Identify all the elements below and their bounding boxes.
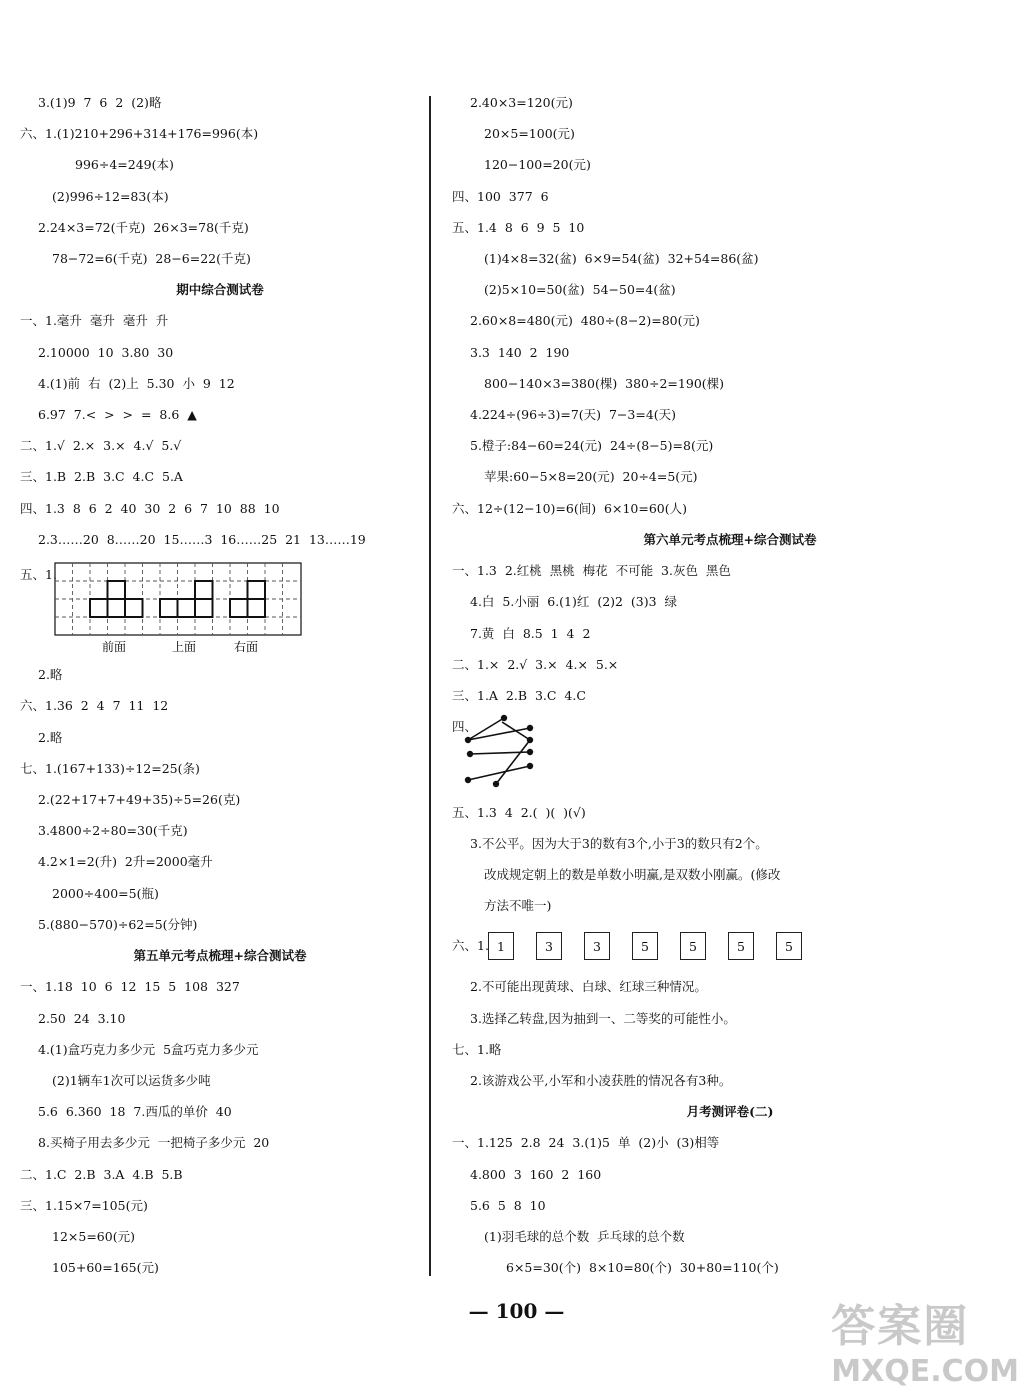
front-view-label: 前面 [101,640,127,654]
connection-dots [465,715,533,787]
text-line: 苹果:60−5×8=20(元) 20÷4=5(元) [484,469,698,484]
matching-lines-figure [462,714,542,790]
text-line: 6.97 7.< > > = 8.6 ▲ [38,407,197,422]
text-line: 七、1.略 [452,1042,502,1057]
text-line: 六、1. [452,938,489,953]
text-line: 三、1.15×7=105(元) [20,1198,148,1213]
text-line: 4.(1)前 右 (2)上 5.30 小 9 12 [38,376,235,391]
right-view-shape [230,581,265,617]
text-line: 三、1.A 2.B 3.C 4.C [452,688,586,703]
text-line: 五、1.4 8 6 9 5 10 [452,220,585,235]
section-heading: 期中综合测试卷 [176,282,264,297]
text-line: 四、 [452,719,478,734]
text-line: (2)996÷12=83(本) [52,189,169,204]
text-line: 120−100=20(元) [484,157,591,172]
text-line: 七、1.(167+133)÷12=25(条) [20,761,200,776]
number-box: 5 [776,932,802,960]
text-line: 六、12÷(12−10)=6(间) 6×10=60(人) [452,501,688,516]
text-line: 7.黄 白 8.5 1 4 2 [470,626,591,641]
text-line: 5.6 6.360 18 7.西瓜的单价 40 [38,1104,232,1119]
text-line: (1)羽毛球的总个数 乒乓球的总个数 [484,1229,685,1244]
text-line: (1)4×8=32(盆) 6×9=54(盆) 32+54=86(盆) [484,251,759,266]
number-box: 5 [728,932,754,960]
text-line: 五、1.3 4 2.( )( )(√) [452,805,586,820]
text-line: 4.2×1=2(升) 2升=2000毫升 [38,854,213,869]
front-view-shape [90,581,143,617]
text-line: 2.该游戏公平,小军和小凌获胜的情况各有3种。 [470,1073,732,1088]
number-box: 3 [536,932,562,960]
text-line: 方法不唯一) [484,898,552,913]
text-line: 5.6 5 8 10 [470,1198,546,1213]
text-line: 996÷4=249(本) [75,157,174,172]
watermark [831,1290,1019,1389]
text-line: 一、1.18 10 6 12 15 5 108 327 [20,979,240,994]
text-line: 6×5=30(个) 8×10=80(个) 30+80=110(个) [506,1260,779,1275]
section-heading: 第五单元考点梳理+综合测试卷 [133,948,307,963]
connecting-lines [468,718,530,784]
text-line: 2.40×3=120(元) [470,95,573,110]
text-line: 3.选择乙转盘,因为抽到一、二等奖的可能性小。 [470,1011,736,1026]
text-line: 改成规定朝上的数是单数小明赢,是双数小刚赢。(修改 [484,867,781,882]
top-view-label: 上面 [171,640,197,654]
number-box: 3 [584,932,610,960]
text-line: 2.50 24 3.10 [38,1011,126,1026]
text-line: 2.略 [38,730,63,745]
text-line: 2.略 [38,667,63,682]
text-line: 2.(22+17+7+49+35)÷5=26(克) [38,792,241,807]
number-box: 5 [680,932,706,960]
text-line: 二、1.C 2.B 3.A 4.B 5.B [20,1167,183,1182]
page-number: — 100 — [468,1299,565,1323]
text-line: 105+60=165(元) [52,1260,159,1275]
text-line: 二、1.√ 2.× 3.× 4.√ 5.√ [20,438,182,453]
text-line: 2.10000 10 3.80 30 [38,345,174,360]
text-line: 20×5=100(元) [484,126,575,141]
number-box: 1 [488,932,514,960]
text-line: 一、1.125 2.8 24 3.(1)5 单 (2)小 (3)相等 [452,1135,720,1150]
watermark-url: MXQE.COM [831,1354,1019,1389]
column-divider [429,96,431,1276]
text-line: 五、1. [20,567,57,582]
text-line: 2.不可能出现黄球、白球、红球三种情况。 [470,979,707,994]
number-box: 5 [632,932,658,960]
text-line: 800−140×3=380(棵) 380÷2=190(棵) [484,376,725,391]
text-line: 四、1.3 8 6 2 40 30 2 6 7 10 88 10 [20,501,280,516]
text-line: 六、1.(1)210+296+314+176=996(本) [20,126,259,141]
text-line: 2.3……20 8……20 15……3 16……25 21 13……19 [38,532,366,547]
text-line: 3.4800÷2÷80=30(千克) [38,823,188,838]
text-line: 4.224÷(96÷3)=7(天) 7−3=4(天) [470,407,677,422]
text-line: 二、1.× 2.√ 3.× 4.× 5.× [452,657,619,672]
text-line: 四、100 377 6 [452,189,549,204]
text-line: 2.24×3=72(千克) 26×3=78(千克) [38,220,249,235]
text-line: 3.不公平。因为大于3的数有3个,小于3的数只有2个。 [470,836,768,851]
section-heading: 月考测评卷(二) [686,1104,774,1119]
text-line: (2)1辆车1次可以运货多少吨 [52,1073,211,1088]
text-line: 5.橙子:84−60=24(元) 24÷(8−5)=8(元) [470,438,714,453]
three-views-grid [54,562,304,658]
text-line: 2000÷400=5(瓶) [52,886,159,901]
text-line: 三、1.B 2.B 3.C 4.C 5.A [20,469,183,484]
text-line: 4.800 3 160 2 160 [470,1167,602,1182]
watermark-logo: 答案圈 [831,1301,970,1352]
text-line: 2.60×8=480(元) 480÷(8−2)=80(元) [470,313,700,328]
text-line: 78−72=6(千克) 28−6=22(千克) [52,251,251,266]
text-line: 12×5=60(元) [52,1229,135,1244]
top-view-shape [160,581,213,617]
right-view-label: 右面 [233,640,259,654]
text-line: 一、1.毫升 毫升 毫升 升 [20,313,169,328]
text-line: 8.买椅子用去多少元 一把椅子多少元 20 [38,1135,270,1150]
text-line: 3.(1)9 7 6 2 (2)略 [38,95,162,110]
text-line: 4.白 5.小丽 6.(1)红 (2)2 (3)3 绿 [470,594,678,609]
text-line: 3.3 140 2 190 [470,345,570,360]
text-line: 一、1.3 2.红桃 黑桃 梅花 不可能 3.灰色 黑色 [452,563,731,578]
text-line: 5.(880−570)÷62=5(分钟) [38,917,198,932]
text-line: 4.(1)盒巧克力多少元 5盒巧克力多少元 [38,1042,259,1057]
section-heading: 第六单元考点梳理+综合测试卷 [643,532,817,547]
text-line: (2)5×10=50(盆) 54−50=4(盆) [484,282,676,297]
text-line: 六、1.36 2 4 7 11 12 [20,698,169,713]
